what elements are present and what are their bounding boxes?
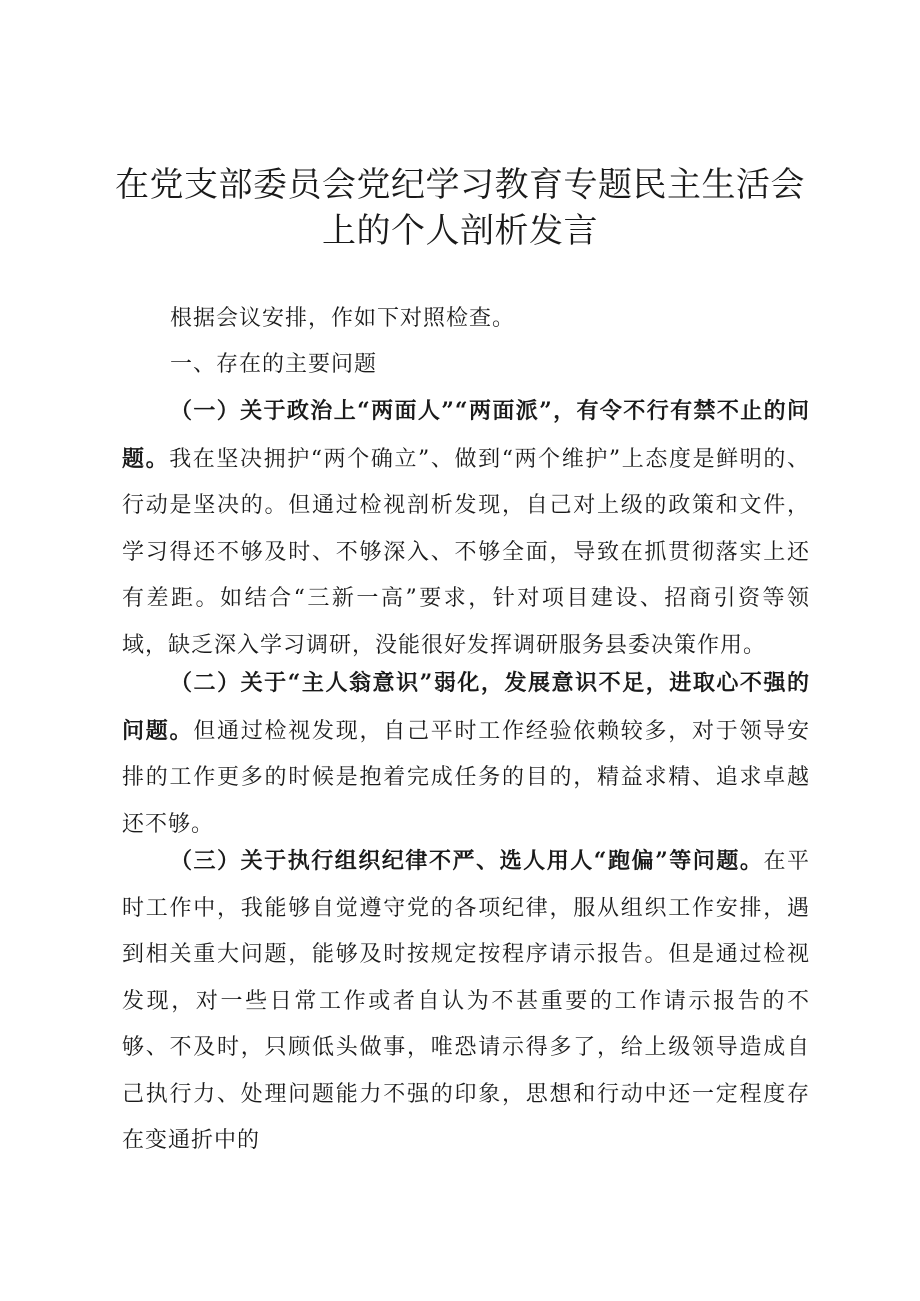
intro-text: 根据会议安排，作如下对照检查。 xyxy=(170,306,516,331)
paragraph-2-body: 但通过检视发现，自己平时工作经验依赖较多，对于领导安排的工作更多的时候是抱着完成任务的目的，精益求精、追求卓越还不够。 xyxy=(122,718,810,837)
paragraph-3-body: 在平时工作中，我能够自觉遵守党的各项纪律，服从组织工作安排，遇到相关重大问题，能够及时按规定按程序请示报告。但是通过检视发现，对一些日常工作或者自认为不甚重要的工作请示报告的不够、不及时，只顾低头做事，唯恐请示得多了，给上级领导造成自己执行力、处理问题能力不强的印象，思想和行动中还一定程度存在变通折中的 xyxy=(122,849,810,1153)
paragraph-2 xyxy=(122,660,810,848)
paragraph-3-lead: （三）关于执行组织纪律不严、选人用人“跑偏”等问题。 xyxy=(170,848,764,874)
paragraph-2-lead: （二）关于“主人翁意识”弱化，发展意识不足，进取心不强的问题。 xyxy=(122,670,810,744)
paragraph-3 xyxy=(122,838,810,1165)
paragraph-1-lead: （一）关于政治上“两面人”“两面派”，有令不行有禁不止的问题。 xyxy=(122,398,810,472)
intro-paragraph xyxy=(122,296,810,343)
document-title-line-1: 在党支部委员会党纪学习教育专题民主生活会 xyxy=(115,165,805,205)
document-title-line-2: 上的个人剖析发言 xyxy=(322,211,598,251)
section-heading-text: 一、存在的主要问题 xyxy=(170,352,378,377)
paragraph-1-body: 我在坚决拥护“两个确立”、做到“两个维护”上态度是鲜明的、行动是坚决的。但通过检视剖析发现，自己对上级的政策和文件，学习得还不够及时、不够深入、不够全面，导致在抓贯彻落实上还有差距。如结合“三新一高”要求，针对项目建设、招商引资等领域，缺乏深入学习调研，没能很好发挥调研服务县委决策作用。 xyxy=(122,446,810,658)
section-heading xyxy=(122,342,810,389)
paragraph-1 xyxy=(122,388,810,669)
